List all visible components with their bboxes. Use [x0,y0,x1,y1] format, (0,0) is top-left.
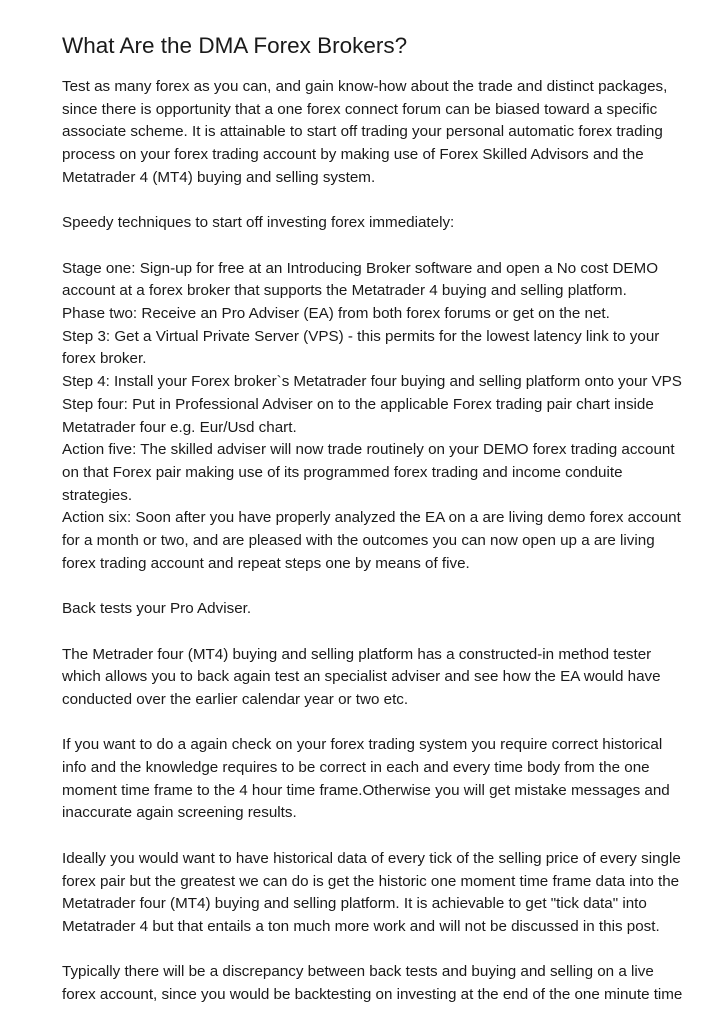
text-line: Speedy techniques to start off investing forex immediately: [62,214,455,232]
text-line: for a month or two, and are pleased with the outcomes you can now open up a are living [62,532,655,550]
text-line: on that Forex pair making use of its programmed forex trading and income conduite [62,463,623,481]
text-line: conducted over the earlier calendar year or two etc. [62,690,409,708]
text-line: Action five: The skilled adviser will now trade routinely on your DEMO forex trading account [62,441,675,459]
text-line: moment time frame to the 4 hour time frame.Otherwise you will get mistake messages and [62,781,670,799]
paragraph [62,644,682,712]
text-line: forex broker. [62,350,147,368]
paragraph [62,734,682,825]
text-line: inaccurate again screening results. [62,804,297,822]
text-line: The Metrader four (MT4) buying and selling platform has a constructed-in method tester [62,645,652,663]
text-line: Metatrader 4 but that entails a ton much more work and will not be discussed in this post. [62,917,660,935]
text-line: since there is opportunity that a one forex connect forum can be biased toward a specific [62,100,658,118]
text-line: Step 4: Install your Forex broker`s Metatrader four buying and selling platform onto your VPS [62,373,682,391]
paragraph [62,961,682,1006]
text-line: Typically there will be a discrepancy between back tests and buying and selling on a live [62,963,654,981]
text-line: forex account, since you would be backtesting on investing at the end of the one minute time [62,986,683,1004]
text-line: info and the knowledge requires to be correct in each and every time body from the one [62,759,650,777]
paragraph [62,598,682,621]
text-line: strategies. [62,486,133,504]
text-line: Test as many forex as you can, and gain know-how about the trade and distinct packages, [62,78,668,95]
text-line: Back tests your Pro Adviser. [62,600,252,618]
text-line: Ideally you would want to have historical data of every tick of the selling price of every single [62,849,681,867]
text-line: associate scheme. It is attainable to start off trading your personal automatic forex trading [62,123,663,141]
text-line: Action six: Soon after you have properly analyzed the EA on a are living demo forex account [62,509,681,527]
document-body [62,76,682,1007]
text-line: Step 3: Get a Virtual Private Server (VPS) - this permits for the lowest latency link to your [62,327,660,345]
paragraph [62,212,682,235]
text-line: forex pair but the greatest we can do is get the historic one moment time frame data into the [62,872,680,890]
text-line: Metatrader four e.g. Eur/Usd chart. [62,418,297,436]
text-line: forex trading account and repeat steps one by means of five. [62,554,470,572]
text-line: Step four: Put in Professional Adviser on to the applicable Forex trading pair chart inside [62,395,654,413]
text-line: Phase two: Receive an Pro Adviser (EA) from both forex forums or get on the net. [62,305,610,322]
text-line: Stage one: Sign-up for free at an Introducing Broker software and open a No cost DEMO [62,259,659,277]
document-title: What Are the DMA Forex Brokers? [62,33,408,58]
text-line: account at a forex broker that supports the Metatrader 4 buying and selling platform. [62,282,627,300]
text-line: Metatrader four (MT4) buying and selling platform. It is achievable to get "tick data" into [62,895,647,913]
document-page [62,30,682,1029]
text-line: Metatrader 4 (MT4) buying and selling system. [62,168,376,186]
text-line: which allows you to back again test an specialist adviser and see how the EA would have [62,668,661,686]
paragraph [62,848,682,939]
text-line: If you want to do a again check on your forex trading system you require correct historical [62,736,663,754]
paragraph [62,76,682,190]
paragraph [62,258,682,576]
text-line: process on your forex trading account by making use of Forex Skilled Advisors and the [62,146,644,164]
